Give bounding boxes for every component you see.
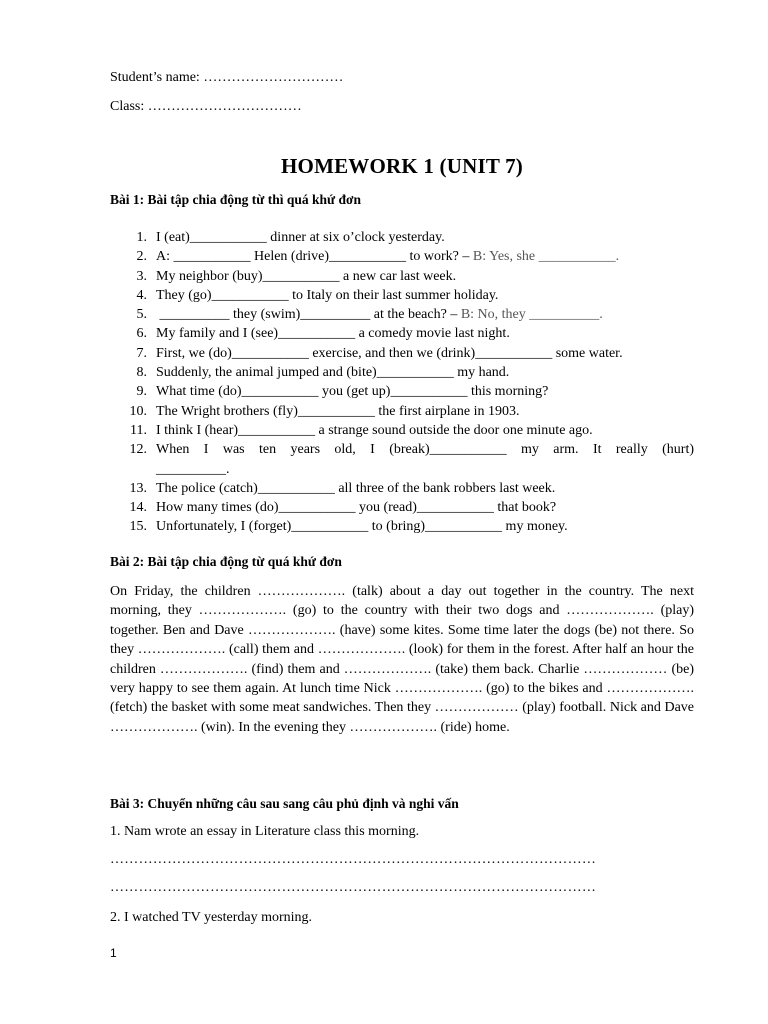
class-line: Class: …………………………… <box>110 99 302 114</box>
list-item: 2. A: ___________ Helen (drive)___________ to work? – B: Yes, she ___________. <box>136 249 620 265</box>
page-number: 1 <box>110 946 117 960</box>
exercise3-sentence-1: 1. Nam wrote an essay in Literature class this morning. <box>110 824 420 839</box>
list-item: 12. When I was ten years old, I (break)___________ my arm. It really (hurt) __________. <box>129 442 694 477</box>
student-name-line: Student’s name: ………………………… <box>110 70 344 85</box>
exercise3-heading: Bài 3: Chuyển những câu sau sang câu phủ định và nghi vấn <box>110 796 459 811</box>
list-item: 3. My neighbor (buy)___________ a new car last week. <box>136 268 457 284</box>
list-item: 8. Suddenly, the animal jumped and (bite)___________ my hand. <box>136 365 510 381</box>
list-item: 5. __________ they (swim)__________ at the beach? – B: No, they __________. <box>136 307 603 323</box>
answer-line: ………………………………………………………………………………………… <box>110 880 597 895</box>
page-title: HOMEWORK 1 (UNIT 7) <box>281 154 523 178</box>
exercise2-paragraph: On Friday, the children ………………. (talk) about a day out together in the country. The next morning, they ………………. (go) to the country with their two dogs and ………………. (play) together. Ben and Dave ………………. (have) some kites. Some time later the dogs (be) not there. So they ………………. (call) them and ………………. (look) for them in the forest. After half an hour the children ………………. (find) them and ………………. (take) them back. Charlie ……………… (be) very happy to see them again. At lunch time Nick ………………. (go) to the bikes and ………………. (fetch) the basket with some meat sandwiches. Then they ……………… (play) football. Nick and Dave ………………. (win). In the evening they ………………. (ride) home. <box>110 584 694 735</box>
exercise1-heading: Bài 1: Bài tập chia động từ thì quá khứ đơn <box>110 192 362 207</box>
list-item: 7. First, we (do)___________ exercise, and then we (drink)___________ some water. <box>136 345 623 361</box>
list-item: 1. I (eat)___________ dinner at six o’clock yesterday. <box>136 230 445 245</box>
list-item: 15. Unfortunately, I (forget)___________ to (bring)___________ my money. <box>129 519 568 535</box>
list-item: 10. The Wright brothers (fly)___________ the first airplane in 1903. <box>129 403 520 419</box>
list-item: 4. They (go)___________ to Italy on their last summer holiday. <box>136 287 499 303</box>
list-item: 13. The police (catch)___________ all three of the bank robbers last week. <box>129 480 556 496</box>
exercise2-heading: Bài 2: Bài tập chia động từ quá khứ đơn <box>110 554 342 569</box>
answer-line: ………………………………………………………………………………………… <box>110 852 597 867</box>
list-item: 14. How many times (do)___________ you (read)___________ that book? <box>129 500 557 516</box>
exercise1-list <box>110 228 694 537</box>
exercise3-sentence-2: 2. I watched TV yesterday morning. <box>110 910 313 925</box>
list-item: 9. What time (do)___________ you (get up)___________ this morning? <box>136 384 549 400</box>
list-item: 11. I think I (hear)___________ a strange sound outside the door one minute ago. <box>130 422 593 438</box>
list-item: 6. My family and I (see)___________ a comedy movie last night. <box>136 326 510 342</box>
